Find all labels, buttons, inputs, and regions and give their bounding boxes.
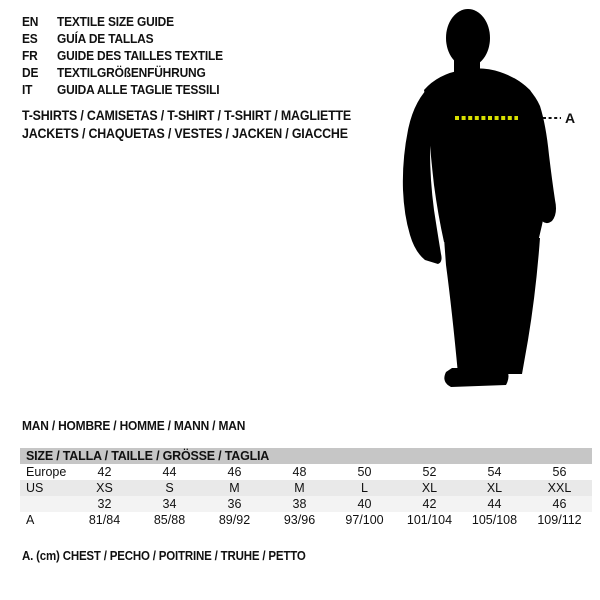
language-code: FR	[22, 48, 38, 63]
size-cell: 105/108	[471, 513, 518, 527]
language-code: ES	[22, 31, 38, 46]
size-cell: S	[165, 481, 174, 495]
size-cell: M	[229, 481, 240, 495]
table-row	[20, 512, 592, 528]
size-cell: XS	[96, 481, 113, 495]
size-table-body	[20, 464, 592, 528]
language-guide-title: TEXTILGRÖßENFÜHRUNG	[56, 65, 206, 80]
row-label	[20, 496, 72, 512]
size-cell: XXL	[547, 481, 572, 495]
language-guide-title: GUIDA ALLE TAGLIE TESSILI	[56, 82, 220, 97]
silhouette-legs	[444, 238, 540, 374]
section-title-man: MAN / HOMBRE / HOMME / MANN / MAN	[22, 418, 246, 433]
row-label: US	[26, 481, 44, 495]
size-table	[20, 448, 592, 528]
size-cell: 109/112	[537, 513, 582, 527]
measurement-label-a: A	[565, 110, 576, 126]
silhouette-shoe	[444, 368, 508, 387]
size-cell: XL	[421, 481, 438, 495]
size-cell: 42	[97, 465, 112, 479]
size-cell: 52	[422, 465, 437, 479]
size-cell: 44	[162, 465, 177, 479]
size-cell: 50	[357, 465, 372, 479]
language-guide-title: TEXTILE SIZE GUIDE	[56, 14, 174, 29]
size-cell: 85/88	[153, 513, 186, 527]
category-line-jackets: JACKETS / CHAQUETAS / VESTES / JACKEN / GIACCHE	[22, 126, 348, 141]
language-code: EN	[22, 14, 39, 29]
table-row	[20, 464, 592, 480]
size-cell: 36	[227, 497, 242, 511]
size-cell: 32	[97, 497, 112, 511]
size-cell: 54	[487, 465, 502, 479]
size-cell: L	[361, 481, 368, 495]
size-table-header: SIZE / TALLA / TAILLE / GRÖSSE / TAGLIA	[20, 448, 592, 464]
row-label: Europe	[26, 465, 67, 479]
size-cell: 97/100	[345, 513, 384, 527]
size-cell: 56	[552, 465, 567, 479]
category-line-tshirts: T-SHIRTS / CAMISETAS / T-SHIRT / T-SHIRT / MAGLIETTE	[22, 108, 352, 123]
language-code: DE	[22, 65, 39, 80]
language-guide-title: GUIDE DES TAILLES TEXTILE	[56, 48, 223, 63]
size-cell: M	[294, 481, 305, 495]
size-cell: 81/84	[88, 513, 121, 527]
size-cell: 101/104	[406, 513, 453, 527]
table-row	[20, 480, 592, 496]
table-row	[20, 496, 592, 512]
size-cell: XL	[486, 481, 503, 495]
row-label: A	[26, 513, 35, 527]
measurement-footnote: A. (cm) CHEST / PECHO / POITRINE / TRUHE / PETTO	[22, 549, 306, 563]
language-code: IT	[22, 82, 33, 97]
size-cell: 34	[162, 497, 177, 511]
size-cell: 93/96	[283, 513, 316, 527]
size-cell: 44	[487, 497, 502, 511]
size-cell: 38	[292, 497, 307, 511]
language-guide-title: GUÍA DE TALLAS	[56, 31, 154, 46]
size-cell: 89/92	[218, 513, 251, 527]
size-cell: 40	[357, 497, 372, 511]
size-cell: 46	[552, 497, 567, 511]
size-cell: 42	[422, 497, 437, 511]
size-cell: 46	[227, 465, 242, 479]
size-cell: 48	[292, 465, 307, 479]
